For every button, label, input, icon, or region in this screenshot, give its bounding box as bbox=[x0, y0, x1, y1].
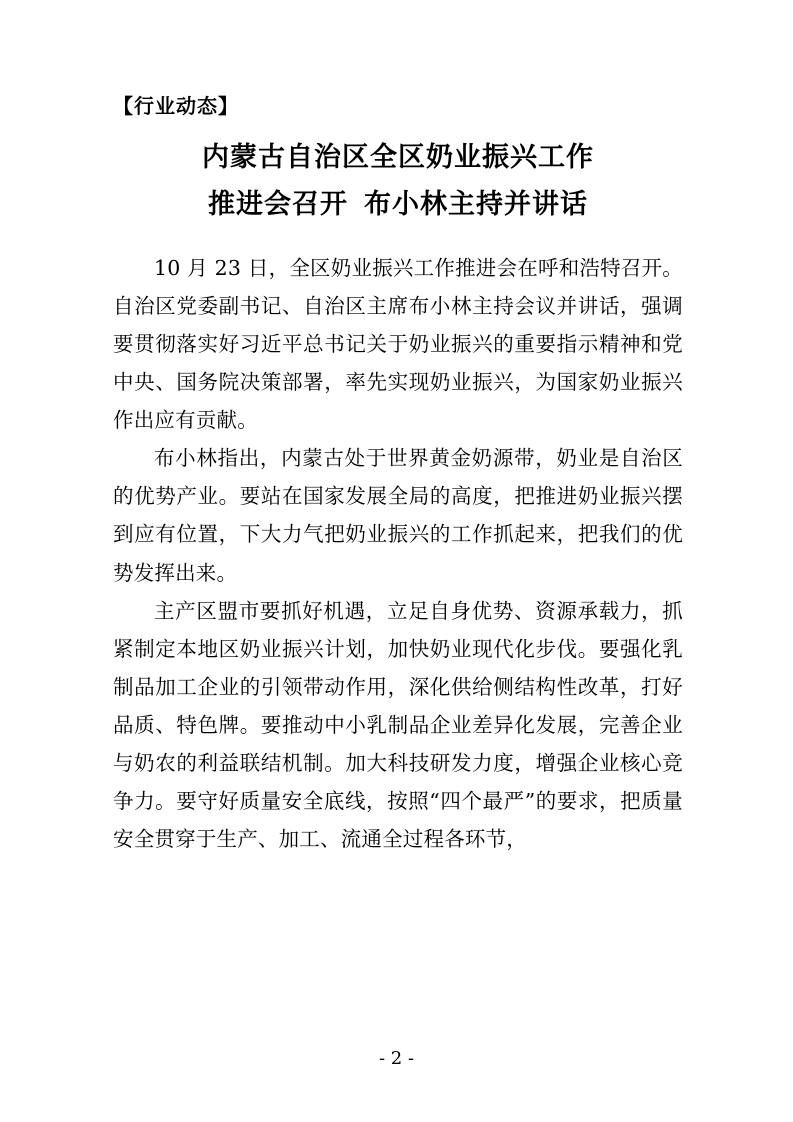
section-kicker: 【行业动态】 bbox=[113, 94, 239, 118]
page-number: - 2 - bbox=[378, 1048, 415, 1069]
body-paragraph: 布小林指出，内蒙古处于世界黄金奶源带，奶业是自治区的优势产业。要站在国家发展全局的高度，把推进奶业振兴摆到应有位置，下大力气把奶业振兴的工作抓起来，把我们的优势发挥出来。 bbox=[113, 446, 683, 585]
title-line-2 bbox=[113, 181, 683, 228]
title-line-2-part-b: 布小林主持并讲话 bbox=[364, 189, 588, 221]
title-line-2-part-a: 推进会召开 bbox=[208, 189, 348, 221]
document-content bbox=[113, 92, 683, 859]
body-paragraph: 10 月 23 日，全区奶业振兴工作推进会在呼和浩特召开。自治区党委副书记、自治区主席布小林主持会议并讲话，强调要贯彻落实好习近平总书记关于奶业振兴的重要指示精神和党中央、国务院决策部署，率先实现奶业振兴，为国家奶业振兴作出应有贡献。 bbox=[113, 255, 683, 432]
title-line-1: 内蒙古自治区全区奶业振兴工作 bbox=[202, 142, 594, 173]
page-title bbox=[113, 134, 683, 229]
body-paragraph: 主产区盟市要抓好机遇，立足自身优势、资源承载力，抓紧制定本地区奶业振兴计划，加快奶业现代化步伐。要强化乳制品加工企业的引领带动作用，深化供给侧结构性改革，打好品质、特色牌。要推动中小乳制品企业差异化发展，完善企业与奶农的利益联结机制。加大科技研发力度，增强企业核心竞争力。要守好质量安全底线，按照“四个最严”的要求，把质量安全贯穿于生产、加工、流通全过程各环节， bbox=[113, 598, 683, 852]
